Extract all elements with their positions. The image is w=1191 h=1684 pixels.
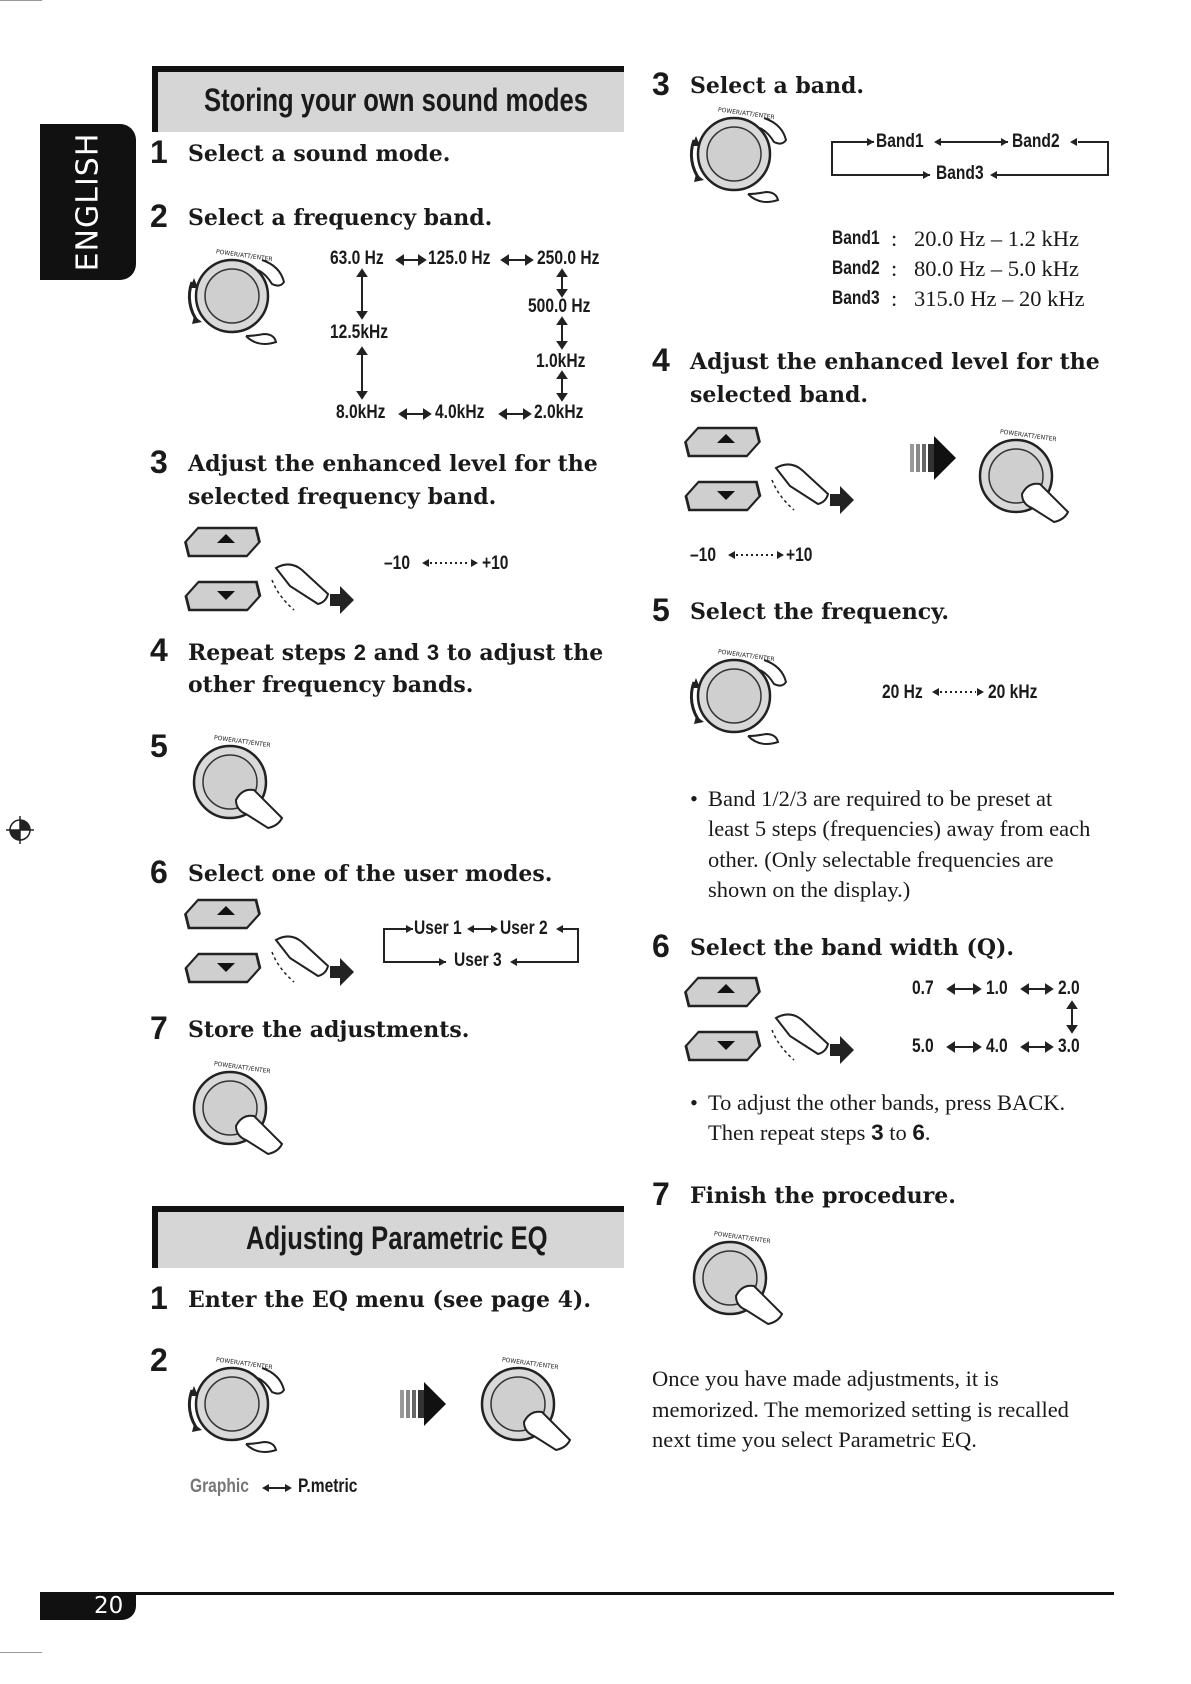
q-value: 3.0 [1058,1036,1080,1057]
q-value: 1.0 [986,978,1008,999]
band-label: Band2 [1012,131,1060,152]
closing-line: Once you have made adjustments, it is [652,1366,999,1391]
step-number: 2 [150,198,168,234]
step-text: Select one of the user modes. [188,861,553,887]
note-line: Band 1/2/3 are required to be preset at [708,786,1053,811]
band-label: Band1 [876,131,924,152]
step-number: 2 [150,1342,168,1378]
step-text: Store the adjustments. [188,1017,470,1043]
band-range-sep: : [891,286,898,311]
q-value: 2.0 [1058,978,1080,999]
step-number: 1 [150,1280,168,1316]
bullet: • [690,786,698,811]
step-text: Repeat steps 2 and 3 to adjust the [188,640,604,666]
closing-line: memorized. The memorized setting is recalled [652,1397,1069,1422]
note-line: Then repeat steps 3 to 6. [708,1120,931,1145]
band-range-value: 20.0 Hz – 1.2 kHz [914,226,1079,251]
language-tab-label: ENGLISH [70,132,106,272]
user-mode: User 3 [454,950,502,971]
step-text: Select the band width (Q). [690,935,1015,961]
step-number: 6 [150,854,168,890]
q-value: 4.0 [986,1036,1008,1057]
note-line: other. (Only selectable frequencies are [708,847,1054,872]
freq-label: 2.0kHz [534,402,584,423]
step-number: 1 [150,134,168,170]
step-number: 4 [150,632,168,668]
step-text: Adjust the enhanced level for the [690,349,1100,375]
note-line: least 5 steps (frequencies) away from each [708,816,1091,841]
step-number: 7 [150,1010,168,1046]
bullet: • [690,1090,698,1115]
band-range-name: Band2 [832,258,880,279]
q-value: 0.7 [912,978,934,999]
step-text: Adjust the enhanced level for the [188,451,598,477]
step-text: Select a sound mode. [188,141,451,167]
band-range-sep: : [891,256,898,281]
step-number: 5 [652,592,670,628]
note-line: To adjust the other bands, press BACK. [708,1090,1066,1115]
note-line: shown on the display.) [708,877,911,902]
band-label: Band3 [936,163,984,184]
freq-label: 250.0 Hz [537,248,600,269]
band-range-value: 315.0 Hz – 20 kHz [914,286,1085,311]
q-value: 5.0 [912,1036,934,1057]
step-text: selected frequency band. [188,484,497,510]
step-number: 6 [652,928,670,964]
freq-label: 125.0 Hz [428,248,491,269]
footer-rule [40,1592,1114,1595]
page-number-tab [40,1592,136,1620]
step-text: Finish the procedure. [690,1183,956,1209]
freq-label: 63.0 Hz [330,248,384,269]
freq-label: 12.5kHz [330,322,389,343]
step-text: Select the frequency. [690,599,950,625]
freq-label: 500.0 Hz [528,296,591,317]
freq-label: 1.0kHz [536,351,586,372]
user-mode: User 2 [500,918,548,939]
step-number: 3 [150,444,168,480]
step-number: 5 [150,728,168,764]
band-range-sep: : [891,226,898,251]
freq-label: 4.0kHz [435,402,485,423]
page-number: 20 [94,1593,124,1619]
level-min: –10 [384,553,410,574]
user-mode: User 1 [414,918,462,939]
closing-line: next time you select Parametric EQ. [652,1427,977,1452]
band-range-name: Band3 [832,288,880,309]
step-text: Enter the EQ menu (see page 4). [188,1287,592,1313]
control-dial-press-icon [730,1278,731,1279]
step-text: Select a frequency band. [188,205,493,231]
section-title: Adjusting Parametric EQ [246,1220,548,1256]
level-min: –10 [690,545,716,566]
step-number: 4 [652,342,670,378]
eq-option-graphic: Graphic [190,1476,249,1497]
step-text: other frequency bands. [188,672,474,698]
level-max: +10 [482,553,509,574]
freq-min: 20 Hz [882,682,923,703]
freq-label: 8.0kHz [336,402,386,423]
section-title: Storing your own sound modes [204,82,588,118]
eq-option-pmetric: P.metric [298,1476,358,1497]
level-max: +10 [786,545,813,566]
step-text: Select a band. [690,73,865,99]
band-range-name: Band1 [832,228,880,249]
step-text: selected band. [690,382,869,408]
band-range-value: 80.0 Hz – 5.0 kHz [914,256,1079,281]
step-number: 7 [652,1176,670,1212]
step-number: 3 [652,66,670,102]
freq-max: 20 kHz [988,682,1038,703]
